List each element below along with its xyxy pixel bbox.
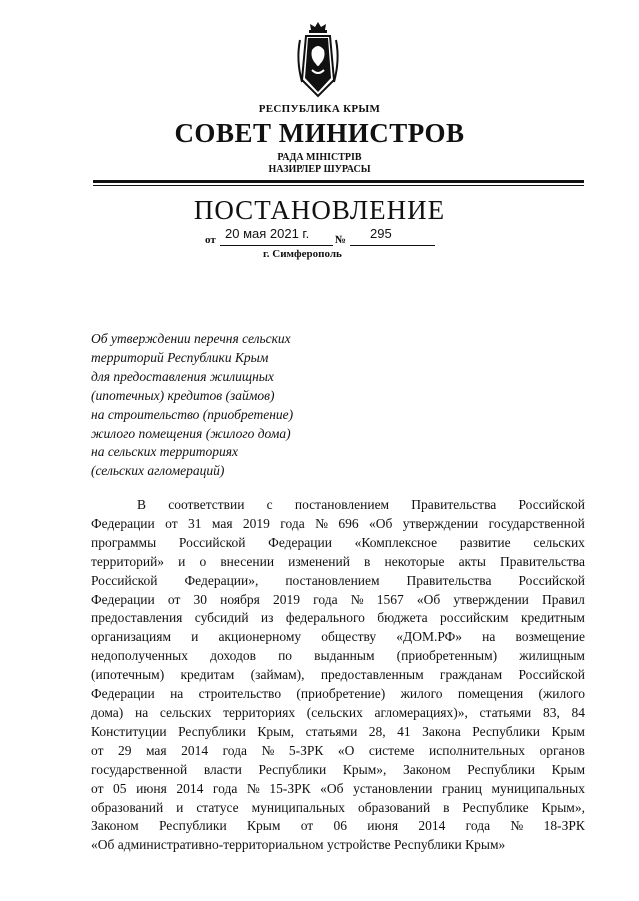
subject-block: [91, 330, 371, 481]
body-line: предоставления субсидий из федерального бюджета российским кредитным: [91, 610, 585, 626]
subject-line: жилого помещения (жилого дома): [91, 425, 291, 441]
subject-line: (сельских агломераций): [91, 463, 225, 479]
body-line: Законом Республики Крым от 06 июня 2014 года № 18-ЗРК: [91, 818, 585, 834]
body-line: В соответствии с постановлением Правительства Российской: [137, 497, 585, 512]
decree-date: 20 мая 2021 г.: [225, 226, 310, 241]
subtitle-crimean-tatar: НАЗИРЛЕР ШУРАСЫ: [268, 164, 371, 175]
coat-of-arms-emblem: [292, 20, 344, 98]
body-line: Конституции Республики Крым, статьями 28, 41 Закона Республики Крым: [91, 723, 585, 739]
body-paragraph: [91, 496, 585, 855]
body-line: дома) на сельских территориях (сельских агломерациях)», статьями 83, 84: [91, 704, 585, 720]
body-line: (ипотечным) кредитам (займам), предоставленным гражданам Российской: [91, 667, 585, 683]
body-line: Российской Федерации», постановлением Правительства Российской: [91, 572, 585, 588]
number-label: №: [335, 234, 347, 246]
body-line: «Об административно-территориальном устройстве Республики Крым»: [91, 837, 506, 853]
subtitle-ukrainian: РАДА МІНІСТРІВ: [277, 152, 362, 163]
body-line: от 05 июня 2014 года № 15-ЗРК «Об установлении границ муниципальных: [91, 780, 585, 796]
body-line: территорий» и о внесении изменений в некоторые акты Правительства: [91, 553, 585, 569]
date-underline: [220, 245, 333, 246]
body-line: государственной власти Республики Крым», Законом Республики Крым: [91, 761, 585, 777]
body-line: от 29 мая 2014 года № 5-ЗРК «О системе исполнительных органов: [91, 742, 585, 758]
decree-date-number-row: [205, 226, 435, 248]
city-label: г. Симферополь: [263, 248, 342, 260]
header-divider-thin: [93, 185, 584, 186]
body-line: организациям и акционерному обществу «ДОМ.РФ» на возмещение: [91, 629, 585, 645]
body-line: недополученных доходов по выданным (приобретенным) жилищным: [91, 648, 585, 664]
subject-line: Об утверждении перечня сельских: [91, 331, 291, 346]
republic-label: РЕСПУБЛИКА КРЫМ: [258, 103, 381, 115]
subject-line: на строительство (приобретение): [91, 406, 294, 422]
body-line: Федерации от 31 мая 2019 года № 696 «Об утверждении государственной: [91, 515, 585, 531]
subject-line: для предоставления жилищных: [91, 368, 274, 384]
decree-number: 295: [370, 226, 392, 241]
from-label: от: [205, 234, 216, 246]
body-line: Федерации на строительство (приобретение) жилого помещения (жилого: [91, 686, 585, 702]
decree-title: ПОСТАНОВЛЕНИЕ: [193, 195, 446, 225]
subject-line: территорий Республики Крым: [91, 349, 269, 365]
body-line: образований и статусе муниципальных образований в Республике Крым»,: [91, 799, 585, 815]
council-title: СОВЕТ МИНИСТРОВ: [174, 118, 465, 148]
subject-line: (ипотечных) кредитов (займов): [91, 387, 275, 403]
subject-line: на сельских территориях: [91, 444, 239, 460]
header-divider-thick: [93, 180, 584, 183]
body-line: Федерации от 30 ноября 2019 года № 1567 «Об утверждении Правил: [91, 591, 585, 607]
body-line: программы Российской Федерации «Комплексное развитие сельских: [91, 534, 585, 550]
number-underline: [350, 245, 435, 246]
